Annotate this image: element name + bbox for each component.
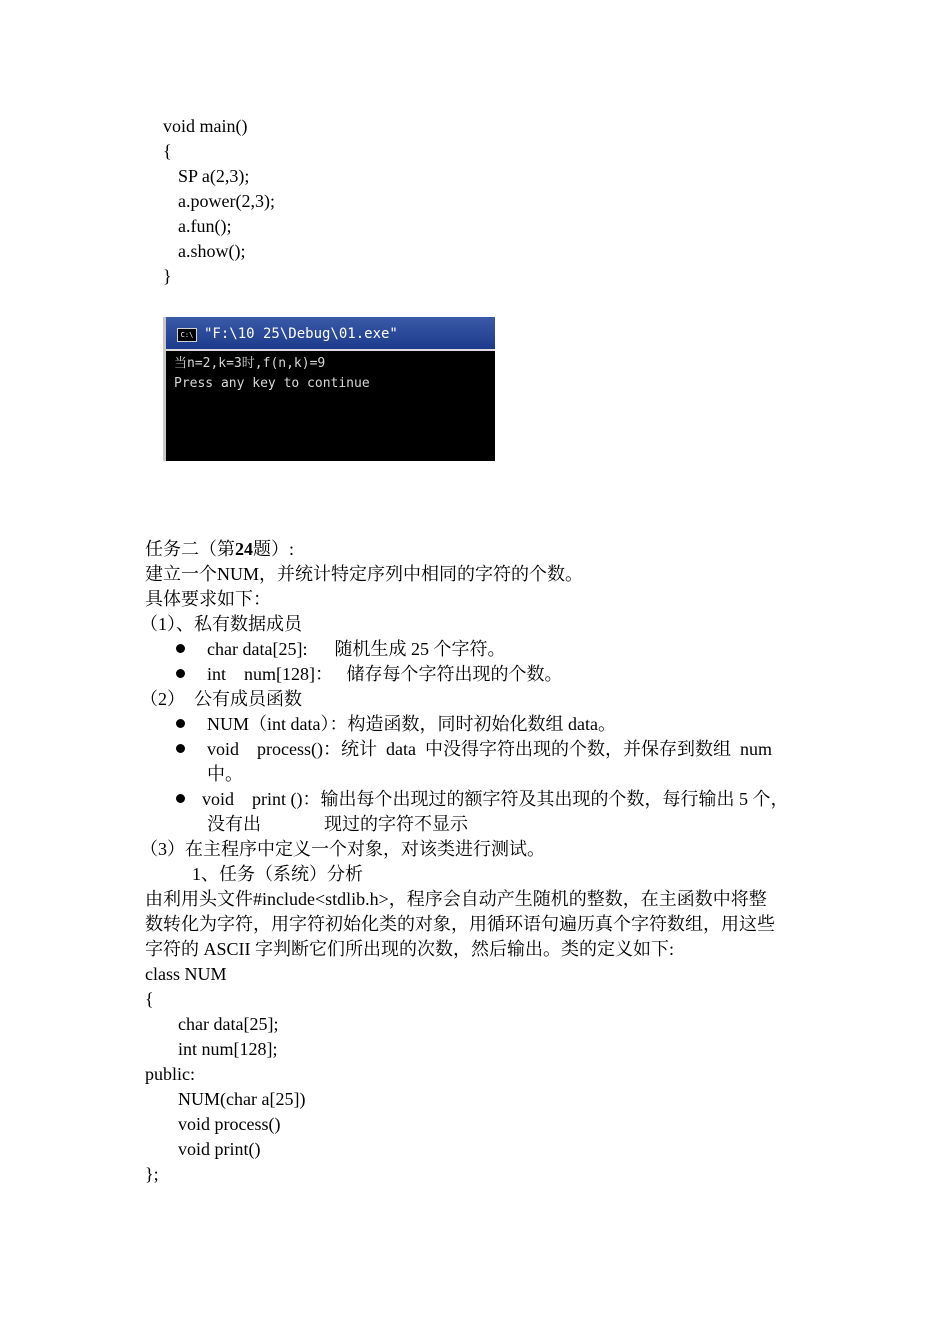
code-line: a.power(2,3); bbox=[178, 191, 275, 211]
code-line: void process() bbox=[178, 1114, 281, 1134]
console-window bbox=[163, 317, 495, 461]
sub-heading: 1、任务（系统）分析 bbox=[192, 864, 363, 884]
code-line: { bbox=[145, 989, 154, 1009]
code-line: char data[25]; bbox=[178, 1014, 279, 1034]
bullet-icon bbox=[176, 644, 185, 653]
code-line: } bbox=[163, 266, 172, 286]
bullet-icon bbox=[176, 669, 185, 678]
console-title: "F:\10 25\Debug\01.exe" bbox=[204, 326, 398, 342]
code-line: int num[128]; bbox=[178, 1039, 278, 1059]
code-line: void main() bbox=[163, 116, 248, 136]
paragraph-line: 字符的 ASCII 字判断它们所出现的次数，然后输出。类的定义如下: bbox=[145, 939, 675, 959]
task-text: 建立一个NUM，并统计特定序列中相同的字符的个数。 bbox=[145, 564, 584, 584]
bullet-icon bbox=[176, 744, 185, 753]
console-title-bar bbox=[166, 317, 495, 351]
list-item-continued: 中。 bbox=[207, 764, 243, 784]
code-line: }; bbox=[145, 1164, 159, 1184]
code-line: public: bbox=[145, 1064, 195, 1084]
code-line: a.fun(); bbox=[178, 216, 232, 236]
task-text: 具体要求如下： bbox=[145, 589, 271, 609]
code-line: a.show(); bbox=[178, 241, 246, 261]
list-item: int num[128]： 储存每个字符出现的个数。 bbox=[207, 664, 563, 684]
console-app-icon: C:\ bbox=[177, 328, 197, 342]
list-item-continued: 没有出 现过的字符不显示 bbox=[207, 814, 468, 834]
list-item: void print ()：输出每个出现过的额字符及其出现的个数，每行输出 5 个， bbox=[202, 789, 789, 809]
paragraph-line: 数转化为字符，用字符初始化类的对象，用循环语句遍历真个字符数组，用这些 bbox=[145, 914, 775, 934]
code-line: { bbox=[163, 141, 172, 161]
code-line: NUM(char a[25]) bbox=[178, 1089, 306, 1109]
console-output-line: 当n=2,k=3时,f(n,k)=9 bbox=[174, 356, 326, 371]
list-item: void process()：统计 data 中没得字符出现的个数，并保存到数组 num bbox=[207, 739, 772, 759]
paragraph-line: 由利用头文件#include<stdlib.h>，程序会自动产生随机的整数，在主函数中将整 bbox=[145, 889, 767, 909]
list-item: char data[25]: 随机生成 25 个字符。 bbox=[207, 639, 506, 659]
code-line: SP a(2,3); bbox=[178, 166, 250, 186]
bullet-icon bbox=[176, 719, 185, 728]
bullet-icon bbox=[176, 794, 185, 803]
console-output-line: Press any key to continue bbox=[174, 376, 370, 391]
code-line: class NUM bbox=[145, 964, 227, 984]
section-heading: （2） 公有成员函数 bbox=[140, 689, 302, 709]
code-line: void print() bbox=[178, 1139, 261, 1159]
section-heading: （3）在主程序中定义一个对象，对该类进行测试。 bbox=[140, 839, 545, 859]
task-heading: 任务二（第24题）: bbox=[145, 539, 295, 559]
list-item: NUM（int data）：构造函数，同时初始化数组 data。 bbox=[207, 714, 616, 734]
section-heading: （1）、私有数据成员 bbox=[140, 614, 302, 634]
